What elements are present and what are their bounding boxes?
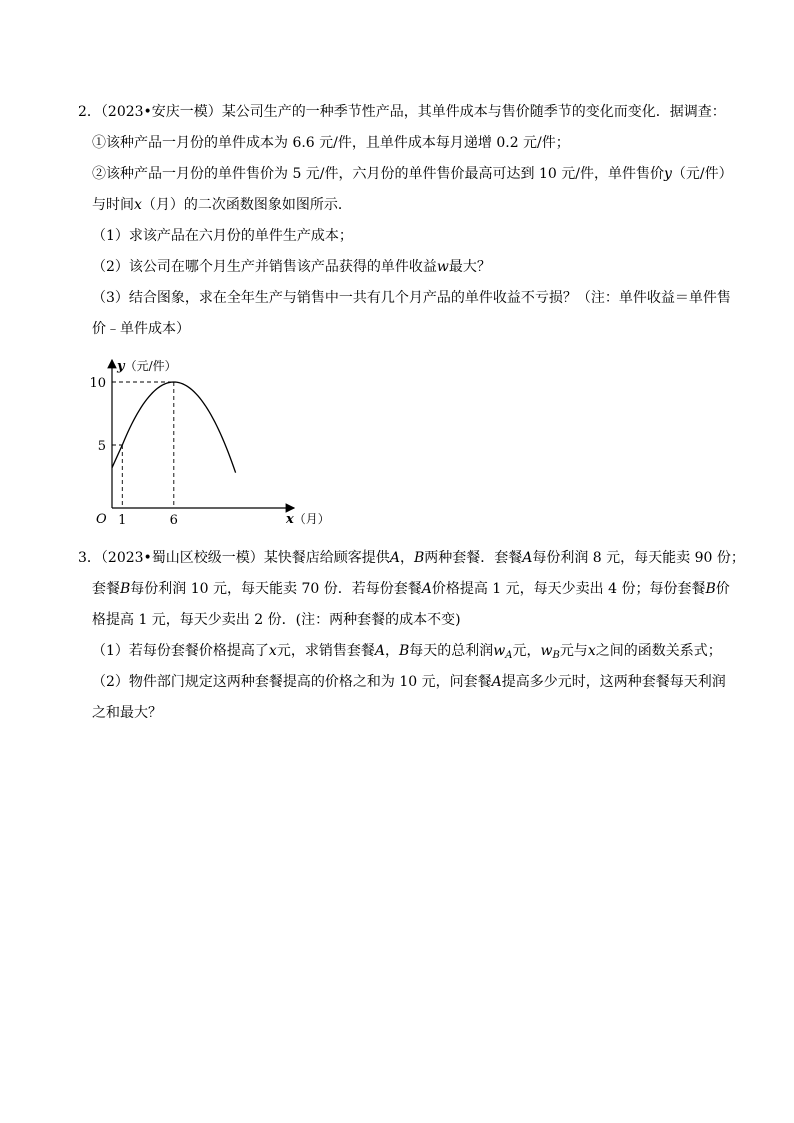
problem-3-line-3: 格提高 1 元，每天少卖出 2 份．(注：两种套餐的成本不变) xyxy=(92,612,461,628)
origin-label: O xyxy=(96,512,107,527)
y-tick-label-10: 10 xyxy=(89,376,106,391)
problem-2-source: （2023•安庆一模） xyxy=(100,104,222,120)
problem-2-question-2: （2）该公司在哪个月生产并销售该产品获得的单件收益w最大？ xyxy=(92,259,491,275)
x-axis-label: x（月） xyxy=(286,512,330,527)
problem-3-line-1: 3．（2023•蜀山区校级一模）某快餐店给顾客提供A，B两种套餐．套餐A每份利润 8 元，每天能卖 90 份； xyxy=(78,550,745,566)
problem-3-line-2: 套餐B每份利润 10 元，每天能卖 70 份．若每份套餐A价格提高 1 元，每天少卖出 4 份；每份套餐B价 xyxy=(92,581,730,597)
dashed-guide-lines xyxy=(112,382,174,508)
x-tick-label-6: 6 xyxy=(169,513,178,528)
problem-3-number: 3． xyxy=(78,550,101,566)
problem-2-condition-2-cont: 与时间x（月）的二次函数图象如图所示． xyxy=(92,197,352,213)
problem-3-question-2-cont: 之和最大？ xyxy=(92,705,162,721)
y-axis-label: y（元/件） xyxy=(117,359,177,374)
problem-2-intro: 某公司生产的一种季节性产品，其单件成本与售价随季节的变化而变化．据调查： xyxy=(221,104,726,120)
quadratic-graph xyxy=(80,352,340,542)
problem-3-question-2: （2）物件部门规定这两种套餐提高的价格之和为 10 元，问套餐A提高多少元时，这两种套餐每天利润 xyxy=(92,674,726,690)
problem-2-condition-2: ②该种产品一月份的单件售价为 5 元/件，六月份的单件售价最高可达到 10 元/件，单件售价y（元/件） xyxy=(92,166,733,182)
problem-2-line-1 xyxy=(78,102,726,122)
problem-3-question-1: （1）若每份套餐价格提高了x元，求销售套餐A，B每天的总利润$w_A$元，$w_B$元与x之间的函数关系式； xyxy=(92,643,722,661)
problem-3-source: （2023•蜀山区校级一模） xyxy=(100,550,264,566)
problem-2-number: 2． xyxy=(78,104,101,120)
problem-2-question-3: （3）结合图象，求在全年生产与销售中一共有几个月产品的单件收益不亏损？（注：单件收益＝单件售 xyxy=(92,290,731,306)
y-tick-label-5: 5 xyxy=(97,439,106,454)
problem-2-condition-1: ①该种产品一月份的单件成本为 6.6 元/件，且单件成本每月递增 0.2 元/件； xyxy=(92,135,570,151)
problem-2-question-3-cont: 价﹣单件成本） xyxy=(92,321,190,337)
problem-2-question-1: （1）求该产品在六月份的单件生产成本； xyxy=(92,228,353,244)
x-tick-label-1: 1 xyxy=(118,513,127,528)
